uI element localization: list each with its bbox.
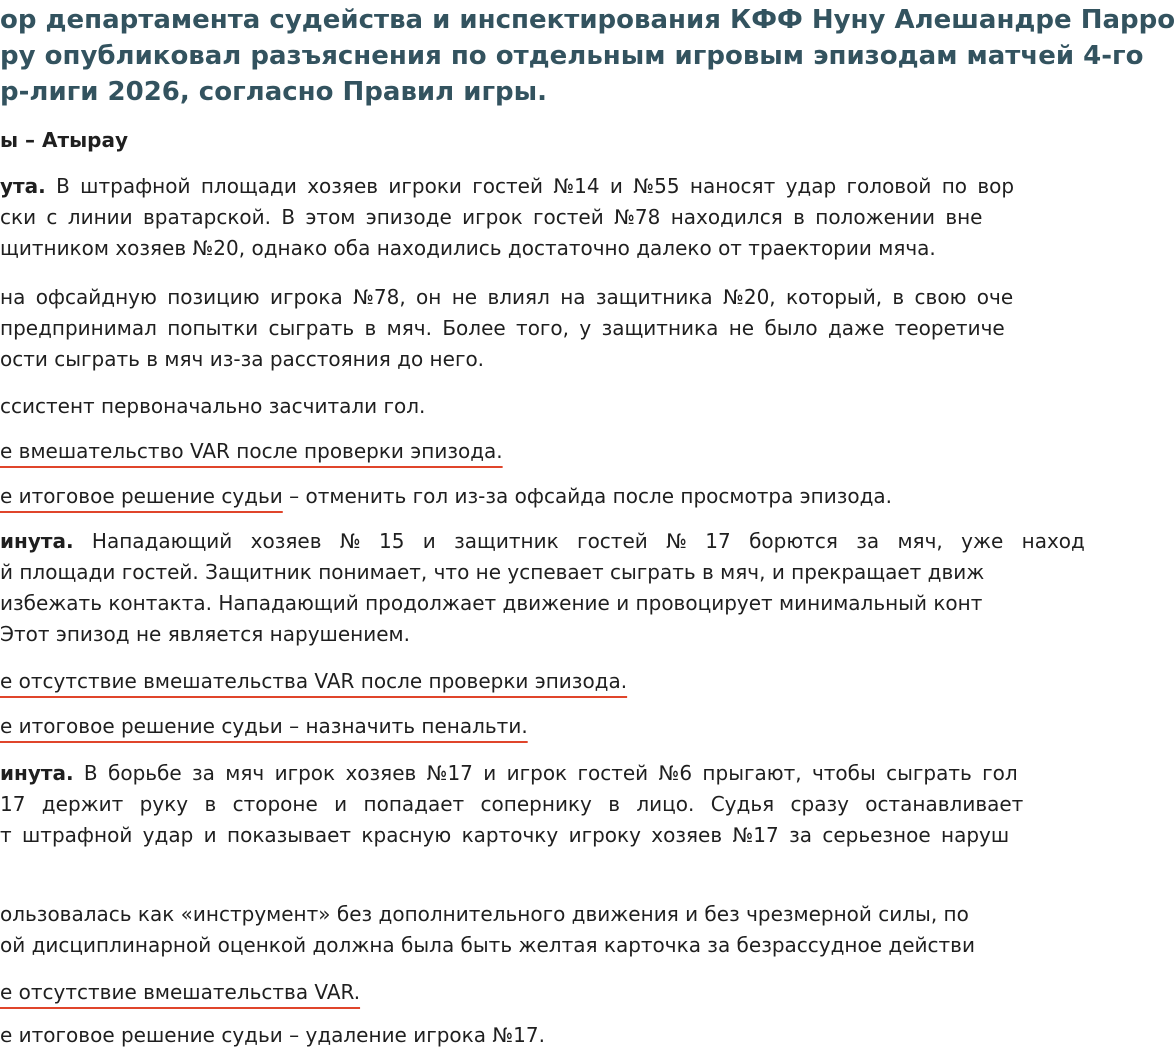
episode-1-line-1 — [0, 171, 1014, 201]
episode-3-var-decision — [0, 977, 360, 1007]
episode-1-analysis-line-1: на офсайдную позицию игрока №78, он не влиял на защитника №20, который, в свою оче — [0, 285, 1014, 309]
episode-2-line-3: избежать контакта. Нападающий продолжает движение и провоцирует минимальный конт — [0, 591, 983, 615]
episode-1-minute: ута. — [0, 174, 46, 198]
episode-3-final-text: е итоговое решение судьи – удаление игрока №17. — [0, 1023, 545, 1047]
episode-1-line-3: щитником хозяев №20, однако оба находились достаточно далеко от траектории мяча. — [0, 236, 936, 260]
episode-3-line-3: т штрафной удар и показывает красную карточку игроку хозяев №17 за серьезное наруш — [0, 823, 1010, 847]
episode-2-var-decision — [0, 666, 627, 696]
episode-2-line-2: й площади гостей. Защитник понимает, что не успевает сыграть в мяч, и прекращает движ — [0, 560, 985, 584]
episode-1-initial-decision: ссистент первоначально засчитали гол. — [0, 394, 426, 418]
match-title: ы – Атырау — [0, 128, 129, 152]
episode-3-text-1: В борьбе за мяч игрок хозяев №17 и игрок гостей №6 прыгают, чтобы сыграть гол — [73, 761, 1018, 785]
episode-2-text-1: Нападающий хозяев № 15 и защитник гостей № 17 борются за мяч, уже наход — [73, 529, 1085, 553]
episode-2-line-4: Этот эпизод не является нарушением. — [0, 622, 410, 646]
lead-line-3: р-лиги 2026, согласно Правил игры. — [0, 77, 548, 107]
episode-2-final-text: е итоговое решение судьи – назначить пенальти. — [0, 714, 528, 738]
episode-3-line-2: 17 держит руку в стороне и попадает сопернику в лицо. Судья сразу останавливает — [0, 792, 1024, 816]
lead-line-2: ру опубликовал разъяснения по отдельным игровым эпизодам матчей 4-го — [0, 41, 1144, 71]
episode-3-var-text: е отсутствие вмешательства VAR. — [0, 980, 361, 1004]
episode-3-minute: инута. — [0, 761, 74, 785]
episode-3-analysis-line-1: ользовалась как «инструмент» без дополнительного движения и без чрезмерной силы, по — [0, 902, 969, 926]
episode-3-analysis-line-2: ой дисциплинарной оценкой должна была быть желтая карточка за безрассудное действи — [0, 933, 975, 957]
episode-2-minute: инута. — [0, 529, 74, 553]
episode-2-var-text: е отсутствие вмешательства VAR после проверки эпизода. — [0, 669, 628, 693]
lead-line-1: ор департамента судейства и инспектирования КФФ Нуну Алешандре Парро — [0, 5, 1175, 35]
episode-3-final-decision — [0, 1020, 545, 1050]
episode-3-line-1 — [0, 758, 1018, 788]
episode-1-final-label: е итоговое решение судьи — [0, 484, 283, 508]
episode-1-final-decision — [0, 481, 892, 511]
episode-1-analysis-line-2: предпринимал попытки сыграть в мяч. Более того, у защитника не было даже теоретиче — [0, 316, 1005, 340]
episode-2-final-decision — [0, 711, 528, 741]
episode-1-analysis-line-3: ости сыграть в мяч из-за расстояния до него. — [0, 347, 485, 371]
episode-1-line-2: ски с линии вратарской. В этом эпизоде игрок гостей №78 находился в положении вне — [0, 205, 983, 229]
episode-2-line-1 — [0, 526, 1085, 556]
episode-1-final-text: – отменить гол из-за офсайда после просмотра эпизода. — [282, 484, 893, 508]
episode-1-var-decision — [0, 436, 503, 466]
episode-1-text-1: В штрафной площади хозяев игроки гостей №14 и №55 наносят удар головой по вор — [45, 174, 1015, 198]
episode-1-var-text: е вмешательство VAR после проверки эпизода. — [0, 439, 503, 463]
